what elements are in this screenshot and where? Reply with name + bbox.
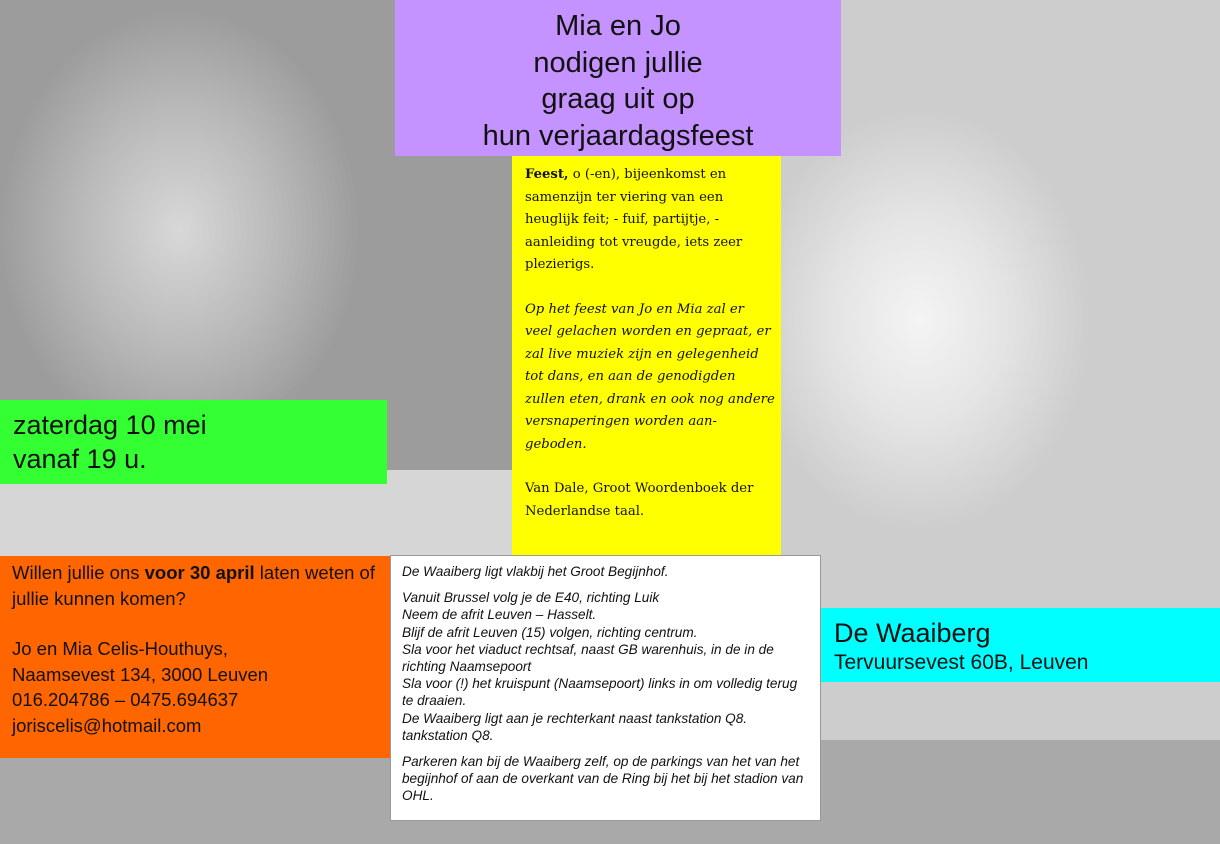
rsvp-panel [0, 556, 390, 758]
route-panel [390, 555, 821, 821]
venue-panel [821, 608, 1220, 682]
title-line-4: hun verjaardagsfeest [482, 119, 754, 152]
date-line: zaterdag 10 mei [13, 410, 207, 440]
route-step: Blijf de afrit Leuven (15) volgen, richting centrum. [402, 624, 698, 640]
rsvp-request: Willen jullie ons voor 30 april laten weten of jullie kunnen komen? [12, 562, 375, 609]
definition-source: Van Dale, Groot Woordenboek der Nederlandse taal. [525, 481, 754, 519]
route-intro: De Waaiberg ligt vlakbij het Groot Begijnhof. [402, 564, 669, 579]
route-step: Sla voor (!) het kruispunt (Naamsepoort) links in om volledig terug te draaien. [402, 676, 798, 709]
title-line-1: Mia en Jo [555, 10, 681, 42]
route-step: De Waaiberg ligt aan je rechterkant naast tankstation Q8. tankstation Q8. [402, 710, 748, 743]
route-step: Neem de afrit Leuven – Hasselt. [402, 607, 597, 623]
date-panel [0, 400, 387, 484]
route-steps [402, 589, 812, 744]
definition-panel [512, 156, 781, 556]
party-description: Op het feest van Jo en Mia zal er veel gelachen worden en gepraat, er zal live muziek zijn en gelegenheid tot dans, en aan de genodigden zullen eten, drank en ook nog andere versnaperingen worden aan-geboden. [525, 301, 775, 452]
definition-entry [525, 164, 775, 277]
host-email: joriscelis@hotmail.com [12, 714, 202, 736]
title-line-3: graag uit op [541, 83, 695, 115]
route-step: Sla voor het viaduct rechtsaf, naast GB warenhuis, in de in de richting Naamsepoort [402, 641, 774, 675]
host-name: Jo en Mia Celis-Houthuys, [12, 638, 228, 659]
rsvp-deadline: voor 30 april [144, 562, 255, 583]
host-phones: 016.204786 – 0475.694637 [12, 689, 239, 710]
invitation-title [395, 0, 841, 156]
time-line: vanaf 19 u. [13, 444, 147, 474]
route-step: Vanuit Brussel volg je de E40, richting Luik [402, 590, 660, 606]
venue-address: Tervuursevest 60B, Leuven [834, 651, 1089, 674]
definition-term: Feest, [525, 167, 569, 182]
venue-name: De Waaiberg [834, 618, 991, 648]
definition-text: o (-en), bijeenkomst en samenzijn ter viering van een heuglijk feit; - fuif, partijtje, - aanleiding tot vreugde, iets zeer plezierigs. [525, 167, 743, 272]
title-line-2: nodigen jullie [533, 46, 703, 79]
host-address: Naamsevest 134, 3000 Leuven [12, 663, 269, 685]
route-parking: Parkeren kan bij de Waaiberg zelf, op de parkings van het van het begijnhof of aan de overkant van de Ring bij het bij het stadion van OHL. [402, 754, 804, 804]
